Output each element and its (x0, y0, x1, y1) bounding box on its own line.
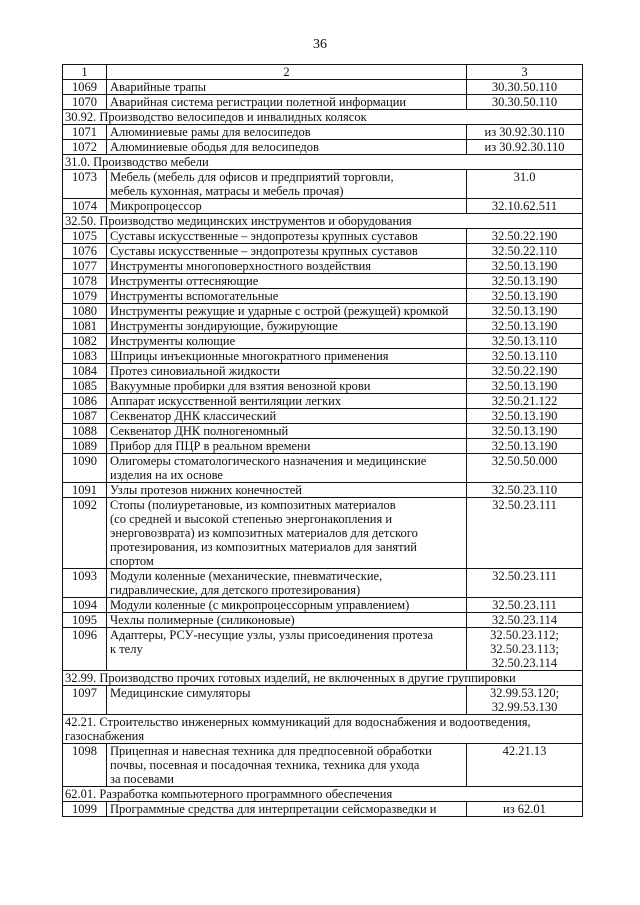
row-number: 1093 (63, 569, 107, 598)
row-name (107, 349, 467, 364)
row-number: 1077 (63, 259, 107, 274)
table-row (63, 454, 583, 483)
row-code-line: 32.50.13.190 (491, 319, 558, 333)
row-code (467, 304, 583, 319)
row-name (107, 319, 467, 334)
row-name-line: Узлы протезов нижних конечностей (110, 483, 302, 497)
row-name (107, 628, 467, 671)
row-name-line: Инструменты режущие и ударные с острой (режущей) кромкой (110, 304, 449, 318)
row-code-line: 32.50.23.111 (492, 569, 557, 583)
row-code-line: 32.50.22.110 (491, 244, 558, 258)
row-code-line: 32.50.13.190 (491, 304, 558, 318)
row-number: 1073 (63, 170, 107, 199)
row-code-line: 32.50.13.190 (491, 379, 558, 393)
row-code-line: 32.50.23.112; (490, 628, 559, 642)
section-title-line: 31.0. Производство мебели (65, 155, 209, 169)
row-number: 1087 (63, 409, 107, 424)
table-row (63, 628, 583, 671)
row-name (107, 454, 467, 483)
table-row (63, 334, 583, 349)
row-name-line: гидравлические, для детского протезирования) (110, 583, 361, 597)
row-name-line: к телу (110, 642, 143, 656)
row-name (107, 364, 467, 379)
row-code-line: 32.50.13.190 (491, 439, 558, 453)
row-code-line: 32.50.13.190 (491, 289, 558, 303)
row-number: 1075 (63, 229, 107, 244)
row-code (467, 613, 583, 628)
row-number: 1079 (63, 289, 107, 304)
row-name (107, 569, 467, 598)
row-number: 1097 (63, 686, 107, 715)
table-header-row (63, 65, 583, 80)
row-number: 1095 (63, 613, 107, 628)
row-number: 1074 (63, 199, 107, 214)
page-number: 36 (313, 37, 327, 52)
row-code (467, 483, 583, 498)
row-name-line: почвы, посевная и посадочная техника, техника для ухода (110, 758, 420, 772)
row-code-line: из 30.92.30.110 (484, 140, 565, 154)
table-row (63, 394, 583, 409)
row-name (107, 424, 467, 439)
table-row (63, 424, 583, 439)
row-name-line: Инструменты зондирующие, бужирующие (110, 319, 338, 333)
row-number: 1096 (63, 628, 107, 671)
row-code (467, 598, 583, 613)
row-name-line: Чехлы полимерные (силиконовые) (110, 613, 295, 627)
row-name (107, 289, 467, 304)
row-name-line: Алюминиевые рамы для велосипедов (110, 125, 311, 139)
row-name (107, 170, 467, 199)
row-number: 1091 (63, 483, 107, 498)
row-name (107, 80, 467, 95)
row-number: 1069 (63, 80, 107, 95)
row-name (107, 304, 467, 319)
row-name-line: Прицепная и навесная техника для предпосевной обработки (110, 744, 432, 758)
row-name (107, 439, 467, 454)
row-code-line: 32.50.22.190 (491, 229, 558, 243)
row-code (467, 140, 583, 155)
row-name-line: Секвенатор ДНК полногеномный (110, 424, 289, 438)
row-number: 1078 (63, 274, 107, 289)
row-name (107, 598, 467, 613)
row-number: 1090 (63, 454, 107, 483)
row-name-line: Олигомеры стоматологического назначения и медицинские (110, 454, 427, 468)
table-row (63, 598, 583, 613)
row-code-line: 32.50.50.000 (491, 454, 558, 468)
row-code (467, 170, 583, 199)
row-name (107, 744, 467, 787)
row-code-line: из 62.01 (503, 802, 546, 816)
table-row (63, 379, 583, 394)
row-number: 1092 (63, 498, 107, 569)
table-row (63, 744, 583, 787)
row-code (467, 95, 583, 110)
row-code-line: 32.50.23.114 (491, 613, 558, 627)
row-number: 1099 (63, 802, 107, 817)
row-number: 1071 (63, 125, 107, 140)
row-name-line: Адаптеры, РСУ-несущие узлы, узлы присоединения протеза (110, 628, 434, 642)
section-title (63, 715, 583, 744)
row-name (107, 95, 467, 110)
row-code (467, 569, 583, 598)
row-code-line: 32.50.23.113; (490, 642, 559, 656)
row-number: 1085 (63, 379, 107, 394)
row-code (467, 229, 583, 244)
row-code-line: 32.50.23.111 (492, 598, 557, 612)
table-row (63, 319, 583, 334)
row-number: 1094 (63, 598, 107, 613)
row-code (467, 125, 583, 140)
header-col-number: 1 (63, 65, 107, 80)
row-name (107, 244, 467, 259)
row-name-line: Медицинские симуляторы (110, 686, 251, 700)
row-number: 1076 (63, 244, 107, 259)
section-row (63, 155, 583, 170)
row-code (467, 349, 583, 364)
row-code-line: 32.10.62.511 (491, 199, 558, 213)
row-number: 1088 (63, 424, 107, 439)
table-row (63, 483, 583, 498)
section-title-line: 32.50. Производство медицинских инструментов и оборудования (65, 214, 412, 228)
row-name (107, 125, 467, 140)
row-code-line: из 30.92.30.110 (484, 125, 565, 139)
row-number: 1089 (63, 439, 107, 454)
row-name-line: Вакуумные пробирки для взятия венозной крови (110, 379, 371, 393)
row-name-line: Стопы (полиуретановые, из композитных материалов (110, 498, 396, 512)
row-code (467, 409, 583, 424)
row-name-line: Модули коленные (с микропроцессорным управлением) (110, 598, 410, 612)
row-number: 1083 (63, 349, 107, 364)
row-code (467, 259, 583, 274)
table-row (63, 364, 583, 379)
row-code-line: 32.50.13.190 (491, 259, 558, 273)
row-code-line: 30.30.50.110 (491, 95, 558, 109)
table-row (63, 140, 583, 155)
row-code-line: 32.50.13.110 (491, 349, 558, 363)
row-code-line: 32.50.13.110 (491, 334, 558, 348)
section-title-line: 42.21. Строительство инженерных коммуникаций для водоснабжения и водоотведения, (65, 715, 531, 729)
row-code (467, 274, 583, 289)
row-code (467, 364, 583, 379)
row-name-line: Аппарат искусственной вентиляции легких (110, 394, 342, 408)
section-title-line: 30.92. Производство велосипедов и инвалидных колясок (65, 110, 367, 124)
row-code (467, 199, 583, 214)
header-col-name: 2 (107, 65, 467, 80)
row-code (467, 686, 583, 715)
section-row (63, 671, 583, 686)
row-code (467, 80, 583, 95)
table-row (63, 244, 583, 259)
section-title-line: газоснабжения (65, 729, 145, 743)
row-name (107, 199, 467, 214)
row-name (107, 229, 467, 244)
row-name-line: (со средней и высокой степенью энергонакопления и (110, 512, 393, 526)
row-code (467, 454, 583, 483)
row-name (107, 686, 467, 715)
row-code (467, 424, 583, 439)
section-title (63, 110, 583, 125)
row-name (107, 334, 467, 349)
row-name-line: Микропроцессор (110, 199, 202, 213)
section-title-line: 32.99. Производство прочих готовых изделий, не включенных в другие группировки (65, 671, 516, 685)
row-code-line: 32.50.23.111 (492, 498, 557, 512)
row-name-line: Прибор для ПЦР в реальном времени (110, 439, 311, 453)
row-code (467, 498, 583, 569)
table-row (63, 802, 583, 817)
row-number: 1084 (63, 364, 107, 379)
table-row (63, 304, 583, 319)
row-code-line: 32.50.21.122 (491, 394, 558, 408)
row-code-line: 32.50.23.114 (491, 656, 558, 670)
row-name-line: за посевами (110, 772, 174, 786)
table-row (63, 289, 583, 304)
row-name-line: Аварийные трапы (110, 80, 207, 94)
table-row (63, 686, 583, 715)
section-title (63, 787, 583, 802)
table-row (63, 80, 583, 95)
table-row (63, 439, 583, 454)
row-code-line: 31.0 (513, 170, 536, 184)
row-code (467, 334, 583, 349)
header-col-code: 3 (467, 65, 583, 80)
row-number: 1098 (63, 744, 107, 787)
row-name-line: мебель кухонная, матрасы и мебель прочая) (110, 184, 344, 198)
table-row (63, 170, 583, 199)
row-name-line: Суставы искусственные – эндопротезы крупных суставов (110, 244, 418, 258)
row-code-line: 42.21.13 (502, 744, 547, 758)
section-title (63, 155, 583, 170)
row-number: 1081 (63, 319, 107, 334)
table-row (63, 409, 583, 424)
section-row (63, 214, 583, 229)
row-name-line: спортом (110, 554, 154, 568)
row-name-line: протезирования, из композитных материалов для занятий (110, 540, 417, 554)
row-name (107, 140, 467, 155)
table-body (63, 65, 583, 817)
row-name-line: Протез синовиальной жидкости (110, 364, 281, 378)
row-name (107, 379, 467, 394)
row-code-line: 32.50.23.110 (491, 483, 558, 497)
row-name-line: изделия на их основе (110, 468, 223, 482)
row-name-line: Алюминиевые ободья для велосипедов (110, 140, 319, 154)
table-row (63, 125, 583, 140)
row-code (467, 439, 583, 454)
row-code (467, 244, 583, 259)
row-name-line: Мебель (мебель для офисов и предприятий торговли, (110, 170, 394, 184)
row-name-line: Инструменты оттесняющие (110, 274, 259, 288)
row-name (107, 394, 467, 409)
row-code (467, 744, 583, 787)
row-code-line: 30.30.50.110 (491, 80, 558, 94)
row-code-line: 32.50.13.190 (491, 409, 558, 423)
row-code-line: 32.99.53.120; (489, 686, 560, 700)
row-code-line: 32.50.13.190 (491, 424, 558, 438)
row-name (107, 802, 467, 817)
row-name (107, 613, 467, 628)
row-name-line: Аварийная система регистрации полетной информации (110, 95, 407, 109)
section-row (63, 110, 583, 125)
row-name-line: Программные средства для интерпретации сейсморазведки и (110, 802, 437, 816)
row-code (467, 319, 583, 334)
row-name-line: Инструменты колющие (110, 334, 236, 348)
table-row (63, 229, 583, 244)
row-name (107, 498, 467, 569)
row-code (467, 394, 583, 409)
row-number: 1086 (63, 394, 107, 409)
table-row (63, 274, 583, 289)
row-number: 1070 (63, 95, 107, 110)
table-row (63, 259, 583, 274)
table-row (63, 613, 583, 628)
row-code (467, 628, 583, 671)
row-name-line: Модули коленные (механические, пневматические, (110, 569, 383, 583)
section-title (63, 671, 583, 686)
table-row (63, 95, 583, 110)
document-table (62, 64, 583, 817)
section-row (63, 787, 583, 802)
row-number: 1072 (63, 140, 107, 155)
row-code-line: 32.50.22.190 (491, 364, 558, 378)
row-code (467, 379, 583, 394)
section-title (63, 214, 583, 229)
row-name (107, 409, 467, 424)
section-row (63, 715, 583, 744)
row-number: 1080 (63, 304, 107, 319)
row-name-line: энерговозврата) из композитных материалов для детского (110, 526, 418, 540)
row-name-line: Шприцы инъекционные многократного применения (110, 349, 389, 363)
row-name-line: Инструменты вспомогательные (110, 289, 279, 303)
row-code-line: 32.50.13.190 (491, 274, 558, 288)
row-code-line: 32.99.53.130 (491, 700, 558, 714)
row-name (107, 274, 467, 289)
table-row (63, 349, 583, 364)
row-code (467, 802, 583, 817)
row-name-line: Секвенатор ДНК классический (110, 409, 277, 423)
row-name (107, 483, 467, 498)
row-name-line: Инструменты многоповерхностного воздействия (110, 259, 372, 273)
row-number: 1082 (63, 334, 107, 349)
row-code (467, 289, 583, 304)
section-title-line: 62.01. Разработка компьютерного программного обеспечения (65, 787, 393, 801)
table-row (63, 569, 583, 598)
row-name (107, 259, 467, 274)
table-row (63, 498, 583, 569)
row-name-line: Суставы искусственные – эндопротезы крупных суставов (110, 229, 418, 243)
table-row (63, 199, 583, 214)
